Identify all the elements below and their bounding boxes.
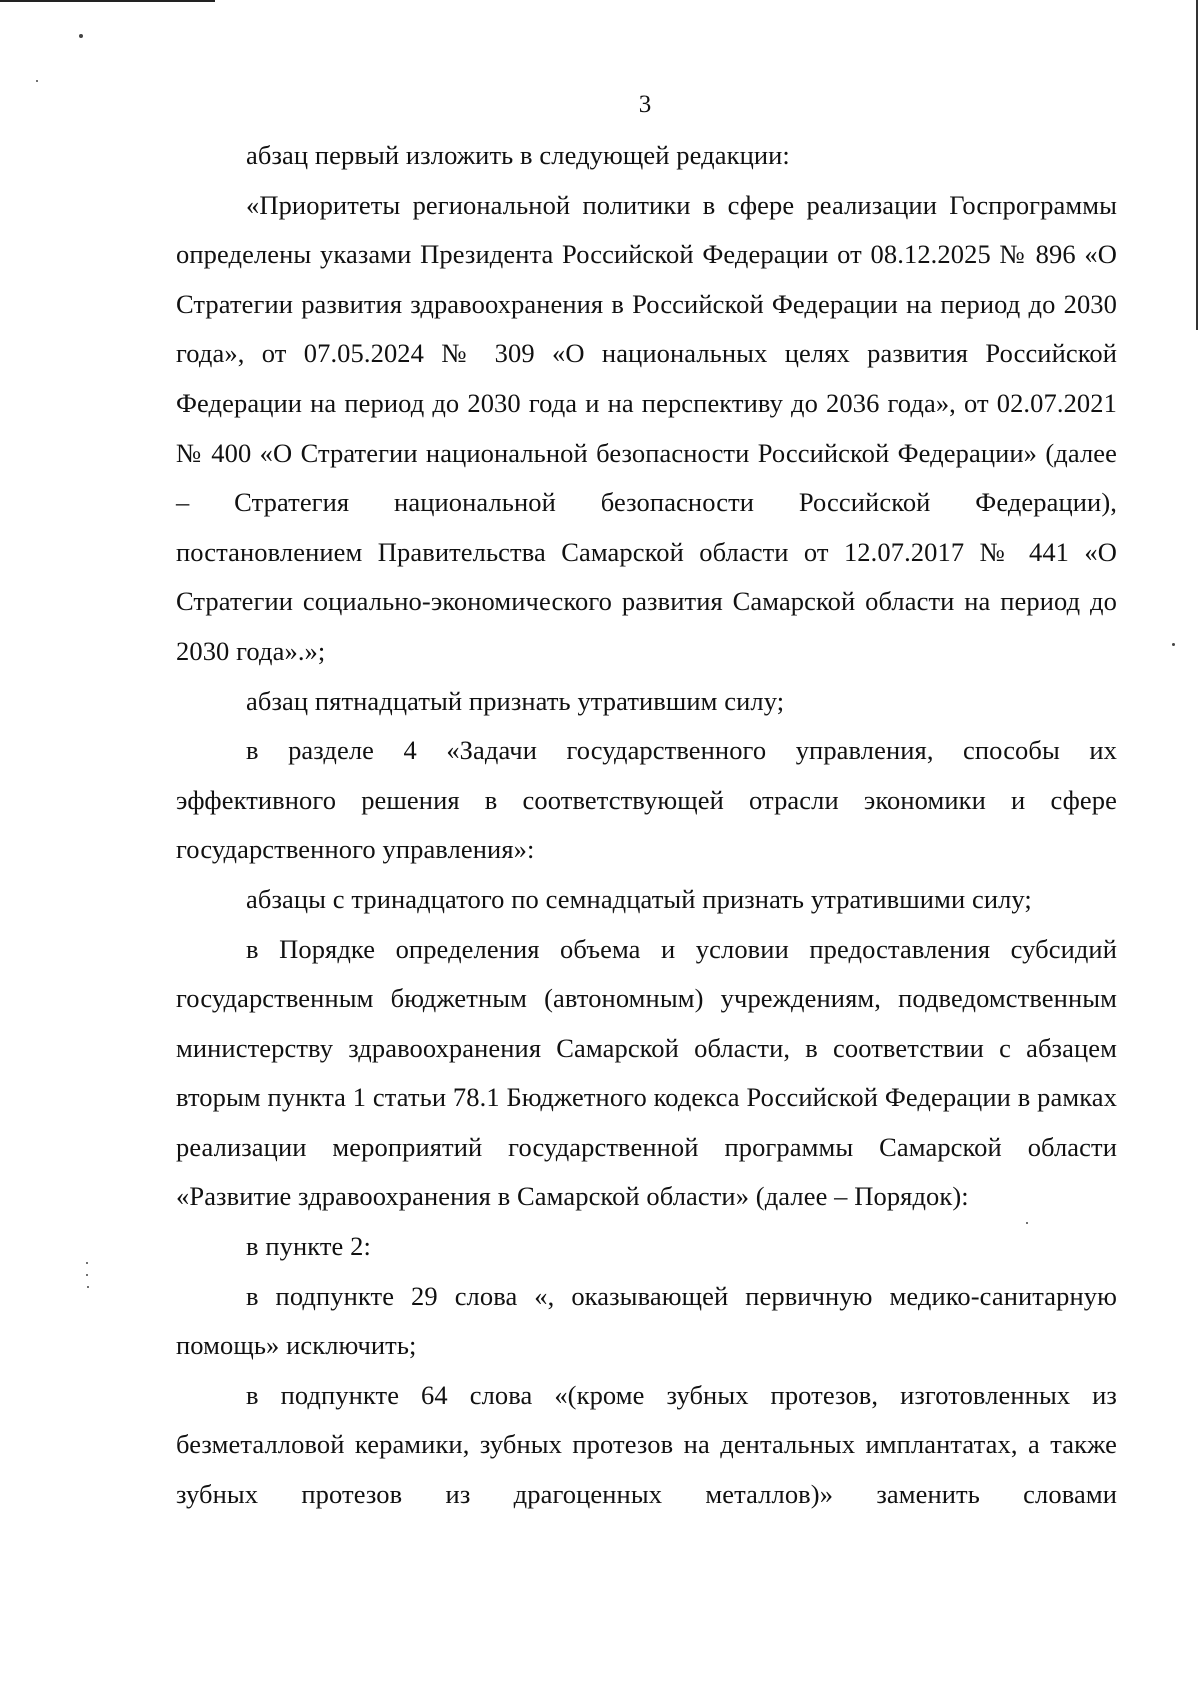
paragraph: в пункте 2: bbox=[246, 1231, 371, 1262]
paragraph: «Приоритеты региональной политики в сфере реализации Госпрограммы определены указами Президента Российской Федерации от 08.12.2025 № 896 «О Стратегии развития здравоохранения в Российской Федерации на период до 2030 года», от 07.05.2024 № 309 «О национальных целях развития Российской Федерации на период до 2030 года и на перспективу до 2036 года», от 02.07.2021 № 400 «О Стратегии национальной безопасности Российской Федерации» (далее – Стратегия национальной безопасности Российской Федерации), постановлением Правительства Самарской области от 12.07.2017 № 441 «О Стратегии социально-экономического развития Самарской области на период до 2030 года».»; bbox=[176, 189, 1117, 666]
page-number: 3 bbox=[638, 91, 652, 118]
scan-speck bbox=[86, 1262, 88, 1264]
paragraph: абзац первый изложить в следующей редакции: bbox=[246, 140, 790, 170]
document-body bbox=[176, 131, 1117, 1520]
scan-speck bbox=[1172, 643, 1175, 646]
scan-speck bbox=[79, 34, 83, 38]
scan-edge-right bbox=[1196, 0, 1198, 330]
paragraph: в Порядке определения объема и условии предоставления субсидий государственным бюджетным (автономным) учреждениям, подведомственным министерству здравоохранения Самарской области, в соответствии с абзацем вторым пункта 1 статьи 78.1 Бюджетного кодекса Российской Федерации в рамках реализации мероприятий государственной программы Самарской области «Развитие здравоохранения в Самарской области» (далее – Порядок): bbox=[176, 933, 1117, 1212]
scan-speck bbox=[87, 1286, 89, 1288]
paragraph: в подпункте 29 слова «, оказывающей первичную медико-санитарную помощь» исключить; bbox=[176, 1280, 1117, 1361]
scan-speck bbox=[86, 1274, 88, 1276]
paragraph: абзац пятнадцатый признать утратившим силу; bbox=[246, 685, 785, 716]
paragraph: абзацы с тринадцатого по семнадцатый признать утратившими силу; bbox=[246, 883, 1032, 914]
paragraph: в разделе 4 «Задачи государственного управления, способы их эффективного решения в соответствующей отрасли экономики и сфере государственного управления»: bbox=[176, 735, 1117, 865]
scan-speck bbox=[36, 80, 38, 82]
scan-edge-top bbox=[0, 0, 215, 2]
paragraph: в подпункте 64 слова «(кроме зубных протезов, изготовленных из безметалловой керамики, зубных протезов на дентальных имплантатах, а также зубных протезов из драгоценных металлов)» заменить словами bbox=[176, 1379, 1117, 1510]
